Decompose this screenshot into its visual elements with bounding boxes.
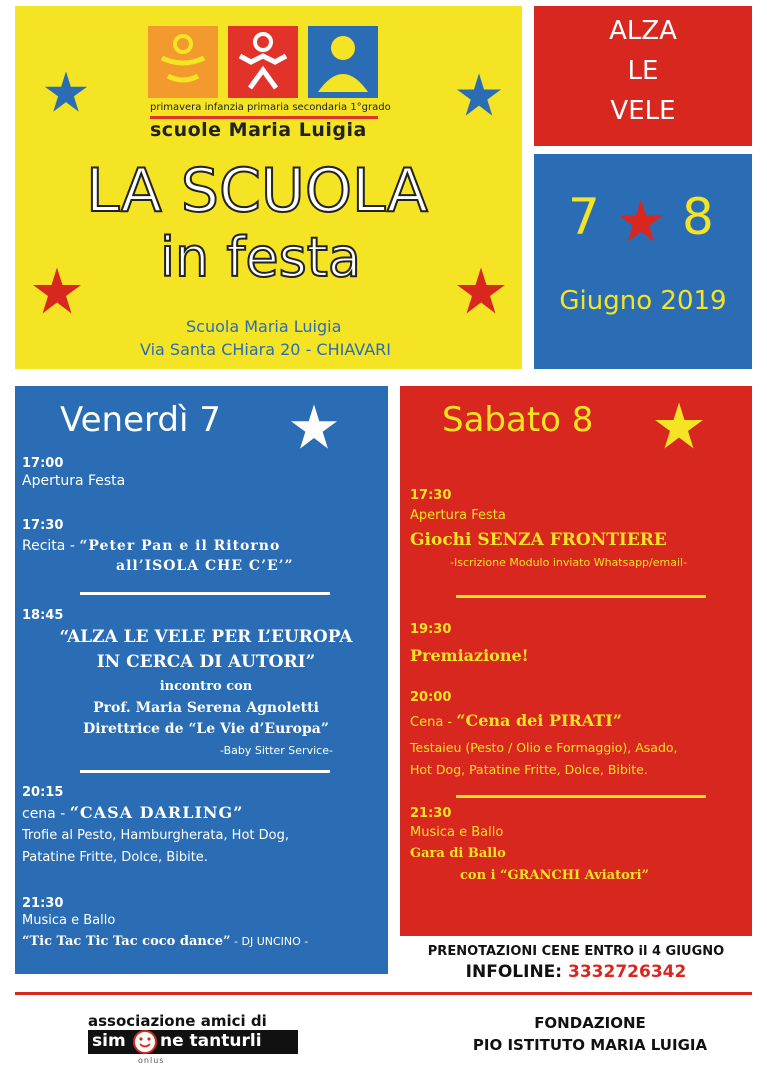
friday-heading: Venerdì 7 [60, 400, 221, 440]
divider [80, 770, 330, 773]
event-line [22, 934, 308, 949]
date-day-2: 8 [682, 188, 714, 246]
event-prefix: Cena - [410, 715, 457, 730]
event-time: 17:30 [410, 488, 452, 503]
kids-logo-icon [148, 26, 378, 100]
event-note: -Iscrizione Modulo inviato Whatsapp/email- [450, 556, 688, 569]
event-prefix: cena - [22, 806, 70, 822]
venue-line-1: Scuola Maria Luigia [186, 317, 342, 336]
date-panel [534, 154, 752, 369]
event-time: 19:30 [410, 622, 452, 637]
saturday-heading: Sabato 8 [442, 400, 594, 440]
star-icon [32, 266, 82, 316]
date-month: Giugno 2019 [559, 286, 727, 316]
title-line-1: LA SCUOLA [86, 156, 428, 226]
foundation-line-2: PIO ISTITUTO MARIA LUIGIA [472, 1036, 708, 1054]
event-title: Premiazione! [410, 646, 529, 665]
event-note: -Baby Sitter Service- [220, 744, 333, 757]
event-title: “CASA DARLING” [69, 803, 244, 822]
event-menu: Patatine Fritte, Dolce, Bibite. [22, 850, 208, 865]
event-title: “Peter Pan e il Ritorno [79, 538, 281, 554]
divider [80, 592, 330, 595]
date-day-1: 7 [568, 188, 600, 246]
assoc-name-b: ne tanturli [160, 1031, 262, 1051]
event-subtitle: incontro con [159, 679, 253, 694]
divider [456, 795, 706, 798]
event-title: “Cena dei PIRATI” [456, 711, 622, 730]
foundation-line-1: FONDAZIONE [534, 1014, 646, 1032]
infoline-label: INFOLINE: [465, 962, 569, 982]
event-subtitle: Prof. Maria Serena Agnoletti [93, 700, 319, 716]
title-line-2: in festa [160, 226, 362, 289]
assoc-line-1: associazione amici di [88, 1012, 267, 1030]
star-icon [290, 403, 338, 451]
event-time: 17:30 [22, 518, 64, 533]
star-icon [456, 72, 502, 118]
event-time: 20:15 [22, 785, 64, 800]
event-line [410, 711, 622, 730]
event-title: Giochi SENZA FRONTIERE [410, 530, 667, 550]
venue-line-2: Via Santa CHiara 20 - CHIAVARI [140, 340, 391, 359]
event-prefix: Recita - [22, 538, 80, 554]
logo-caption: primavera infanzia primaria secondaria 1°grado [150, 102, 391, 113]
event-line [22, 538, 280, 554]
infoline [400, 962, 752, 982]
event-title: “Tic Tac Tic Tac coco dance” [22, 934, 231, 949]
event-time: 18:45 [22, 608, 64, 623]
star-icon [44, 70, 88, 114]
event-title: all’ISOLA CHE C’E’” [116, 558, 294, 574]
slogan-line-2: LE [627, 56, 659, 86]
star-icon [456, 266, 506, 316]
event-time: 17:00 [22, 456, 64, 471]
event-time: 21:30 [410, 806, 452, 821]
event-menu: Testaieu (Pesto / Olio e Formaggio), Asado, [410, 740, 678, 755]
smiley-icon [132, 1029, 158, 1055]
event-menu: Hot Dog, Patatine Fritte, Dolce, Bibite. [410, 762, 648, 777]
booking-line: PRENOTAZIONI CENE ENTRO il 4 GIUGNO [427, 944, 725, 959]
divider [456, 595, 706, 598]
footer-rule [15, 992, 752, 995]
event-line: Apertura Festa [410, 508, 506, 523]
event-menu: Trofie al Pesto, Hamburgherata, Hot Dog, [22, 828, 289, 843]
event-line: Musica e Ballo [22, 913, 116, 928]
event-line [22, 803, 243, 822]
infoline-number: 3332726342 [568, 962, 687, 982]
event-suffix: - DJ UNCINO - [230, 935, 309, 948]
event-title: “ALZA LE VELE PER L’EUROPA [59, 627, 353, 647]
event-title: Gara di Ballo [410, 846, 506, 861]
assoc-name-a: sim [92, 1031, 126, 1051]
event-line: Musica e Ballo [410, 825, 504, 840]
assoc-onlus: onlus [138, 1056, 165, 1065]
event-time: 20:00 [410, 690, 452, 705]
event-line: Apertura Festa [22, 473, 126, 489]
slogan-line-1: ALZA [609, 16, 677, 46]
event-subtitle: Direttrice de “Le Vie d’Europa” [83, 721, 329, 737]
event-time: 21:30 [22, 896, 64, 911]
star-icon [618, 198, 664, 244]
event-title: IN CERCA DI AUTORI” [96, 652, 316, 672]
event-title: con i “GRANCHI Aviatori” [460, 868, 650, 883]
slogan-line-3: VELE [610, 96, 676, 126]
school-brand: scuole Maria Luigia [150, 119, 367, 141]
star-icon [654, 401, 704, 451]
